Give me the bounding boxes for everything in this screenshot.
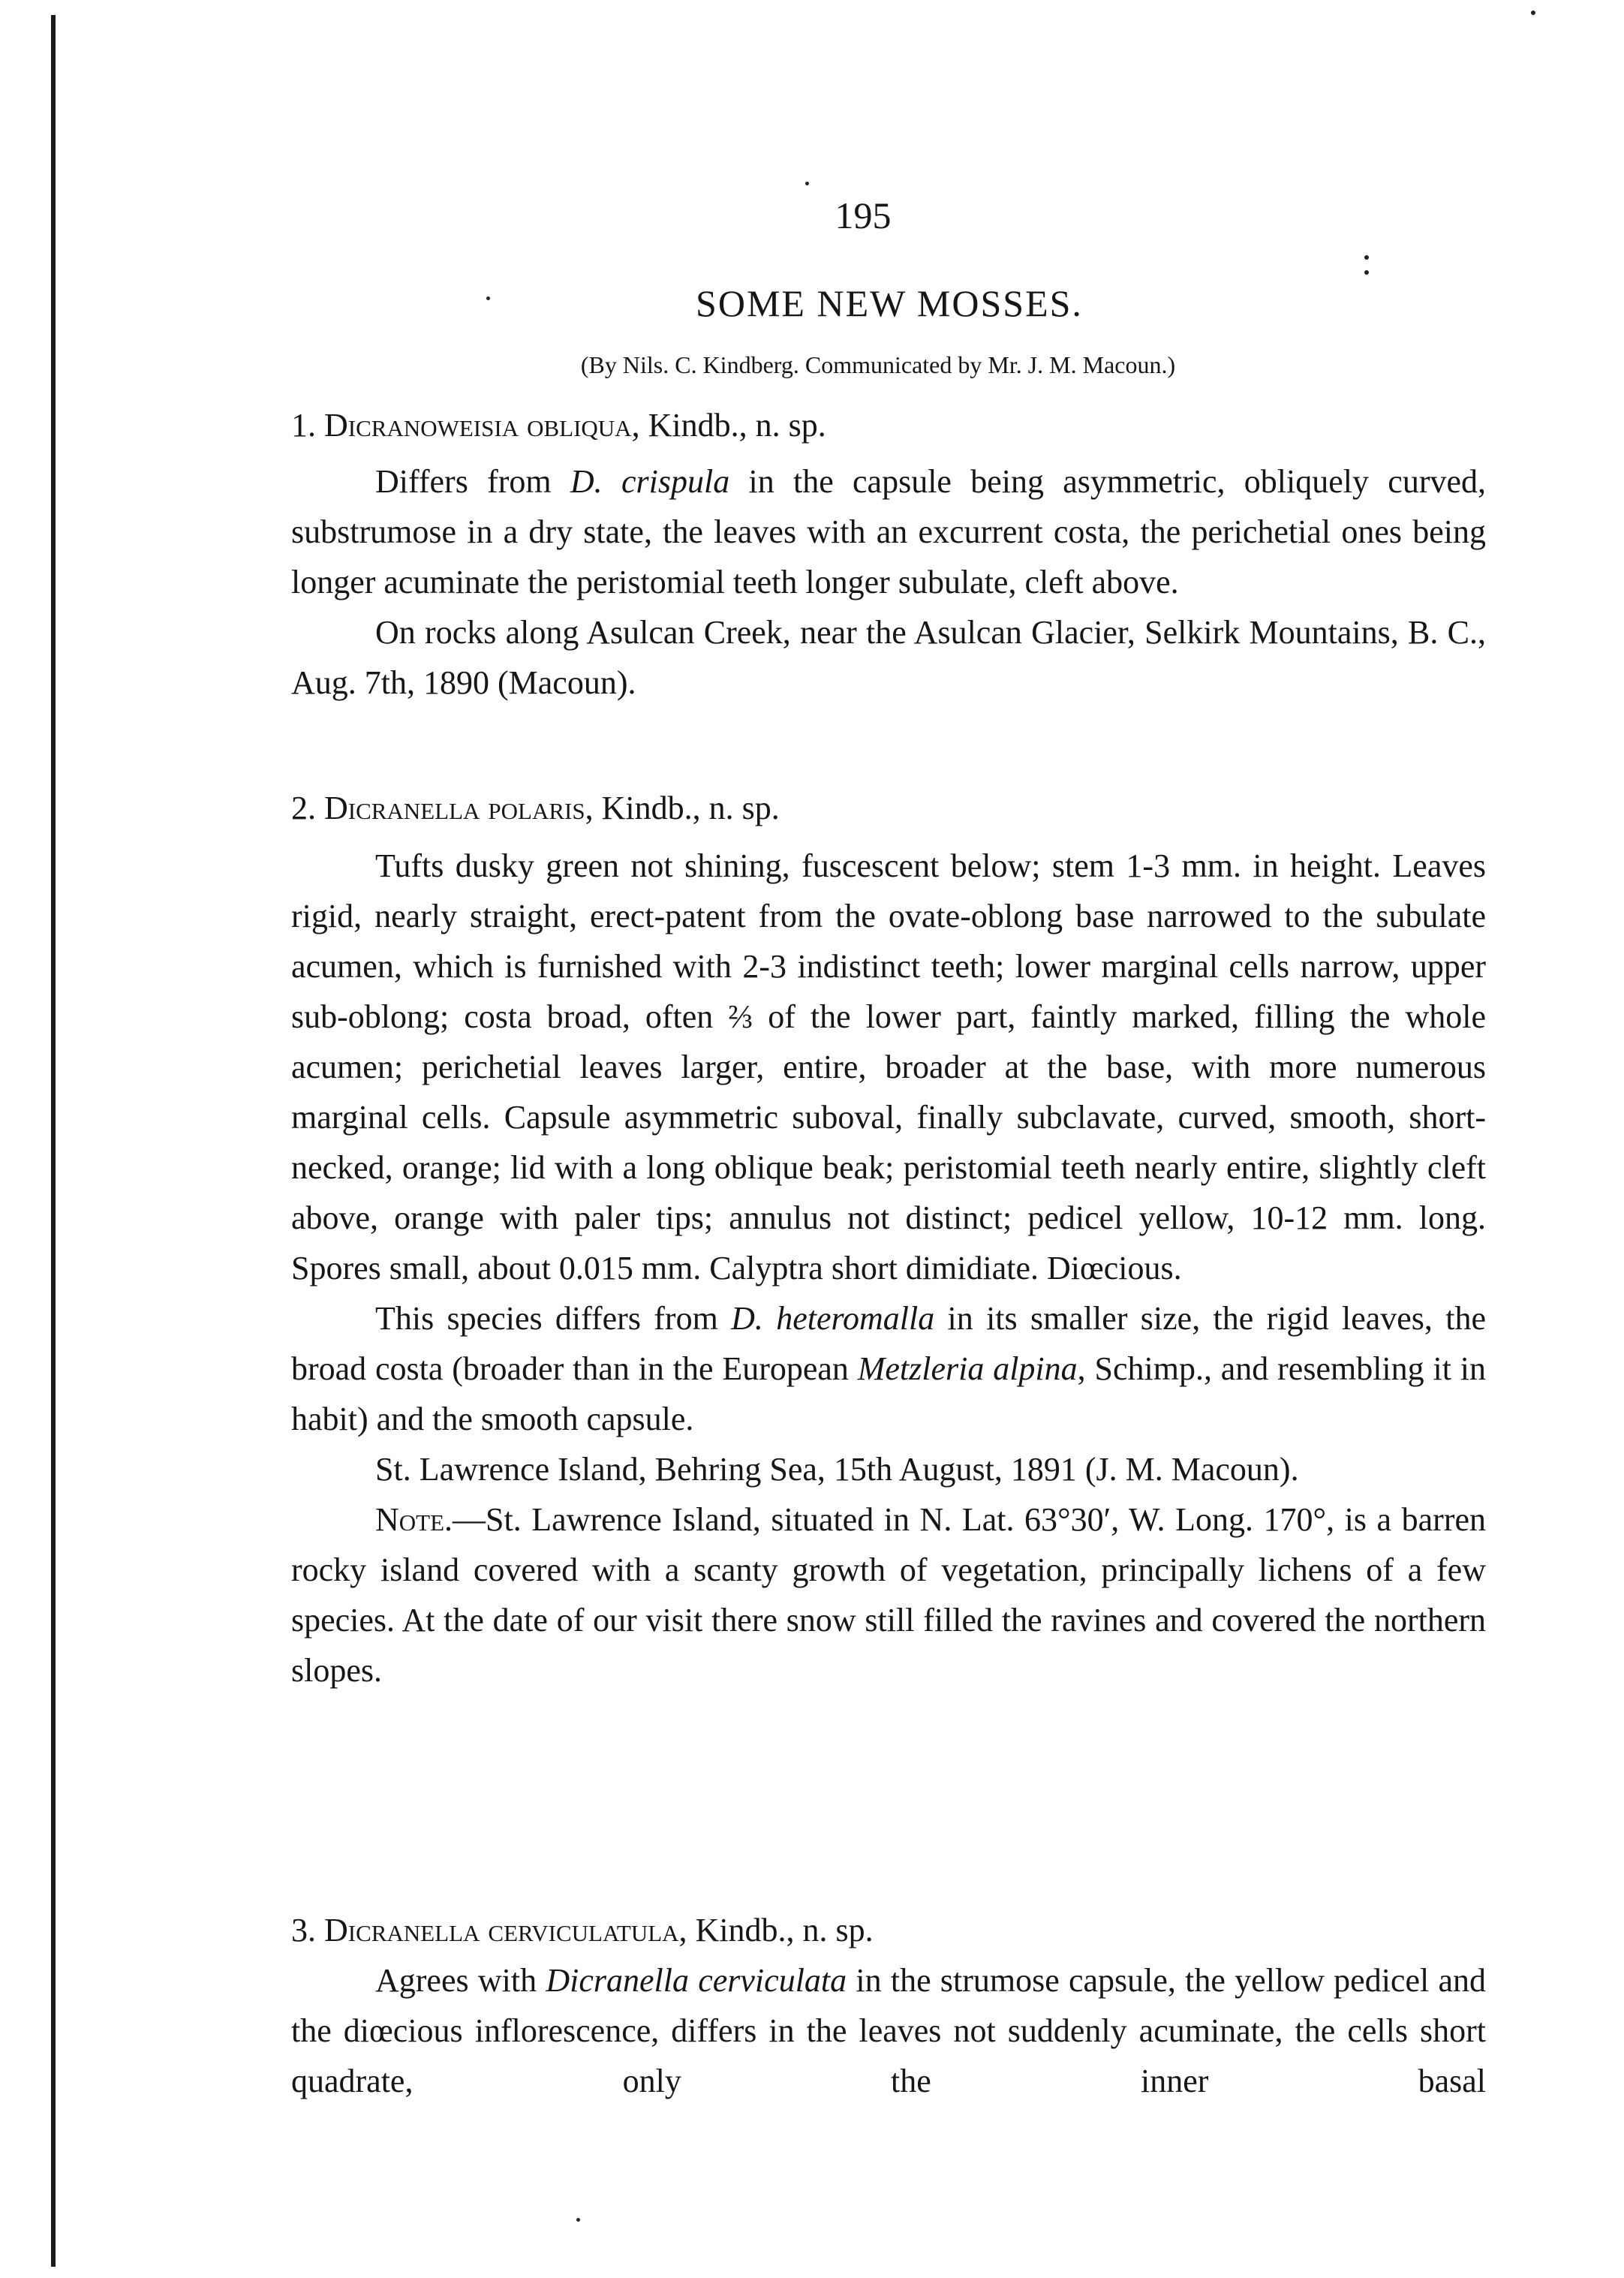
- species-reference: Dicranella cerviculata: [546, 1962, 847, 1999]
- species-heading-1: [291, 402, 1486, 450]
- species-number: 1.: [291, 407, 316, 444]
- text-run: This species differs from: [375, 1300, 732, 1337]
- text-run: in the strumose capsule, the yellow pedicel and the diœcious inflorescence, differs in the leaves not suddenly acuminate, the cells short quadrate, only the inner basal: [291, 1962, 1486, 2099]
- species-number: 3.: [291, 1912, 316, 1948]
- note-paragraph: [291, 1494, 1486, 1696]
- species-reference: Metzleria alpina: [857, 1350, 1078, 1387]
- text-run: —St. Lawrence Island, situated in N. Lat. 63°30′, W. Long. 170°, is a barren rocky island covered with a scanty growth of vegetation, principally lichens of a few species. At the date of our visit there snow still filled the ravines and covered the northern slopes.: [291, 1501, 1486, 1689]
- species-number: 2.: [291, 790, 316, 826]
- text-run: in its smaller size, the rigid leaves, the broad costa (broader than in the European: [291, 1300, 1486, 1387]
- paragraph: [291, 841, 1486, 1293]
- species-description-3: [291, 1955, 1486, 2106]
- text-run: , Schimp., and resembling it in habit) and the smooth capsule.: [291, 1350, 1486, 1437]
- text-run: Tufts dusky green not shining, fuscescent below; stem 1-3 mm. in height. Leaves rigid, nearly straight, erect-patent from the ovate-oblong base narrowed to the subulate acumen, which is furnished with 2-3 indistinct teeth; lower marginal cells narrow, upper sub-oblong; costa broad, often ⅔ of the lower part, faintly marked, filling the whole acumen; perichetial leaves larger, entire, broader at the base, with more numerous marginal cells. Capsule asymmetric suboval, finally subclavate, curved, smooth, short-necked, orange; lid with a long oblique beak; peristomial teeth nearly entire, slightly cleft above, orange with paler tips; annulus not distinct; pedicel yellow, 10-12 mm. long. Spores small, about 0.015 mm. Calyptra short dimidiate. Diœcious.: [291, 847, 1486, 1286]
- text-run: Differs from: [375, 463, 570, 500]
- text-run: St. Lawrence Island, Behring Sea, 15th August, 1891 (J. M. Macoun).: [375, 1451, 1299, 1488]
- species-authority: , Kindb., n. sp.: [678, 1912, 874, 1948]
- species-authority: , Kindb., n. sp.: [585, 790, 780, 826]
- species-authority: , Kindb., n. sp.: [631, 407, 826, 444]
- scan-speck: [1531, 11, 1535, 15]
- page-number: 195: [835, 194, 892, 236]
- species-heading-2: [291, 784, 1486, 832]
- scan-speck: [1364, 270, 1369, 275]
- text-run: On rocks along Asulcan Creek, near the Asulcan Glacier, Selkirk Mountains, B. C., Aug. 7th, 1890 (Macoun).: [291, 614, 1486, 701]
- species-name: Dicranoweisia obliqua: [324, 407, 632, 444]
- text-run: Agrees with: [375, 1962, 546, 1999]
- article-title: SOME NEW MOSSES.: [696, 282, 1083, 324]
- text-run: in the capsule being asymmetric, obliquely curved, substrumose in a dry state, the leaves with an excurrent costa, the perichetial ones being longer acuminate the peristomial teeth longer subulate, cleft above.: [291, 463, 1486, 600]
- article-byline: (By Nils. C. Kindberg. Communicated by Mr. J. M. Macoun.): [580, 351, 1176, 378]
- paragraph: [291, 1955, 1486, 2106]
- scan-speck: [576, 2218, 580, 2222]
- paragraph: [291, 1444, 1486, 1494]
- paragraph: [291, 607, 1486, 708]
- species-description-1: [291, 456, 1486, 708]
- scan-speck: [1364, 255, 1369, 260]
- paragraph: [291, 1293, 1486, 1444]
- species-name: Dicranella polaris: [324, 790, 585, 826]
- species-reference: D. crispula: [570, 463, 730, 500]
- paragraph: [291, 456, 1486, 607]
- note-label: Note.: [375, 1501, 453, 1538]
- species-description-2: [291, 841, 1486, 1696]
- species-reference: D. heteromalla: [731, 1300, 935, 1337]
- species-heading-3: [291, 1906, 1486, 1955]
- scan-speck: [805, 182, 809, 185]
- species-name: Dicranella cerviculatula: [324, 1912, 679, 1948]
